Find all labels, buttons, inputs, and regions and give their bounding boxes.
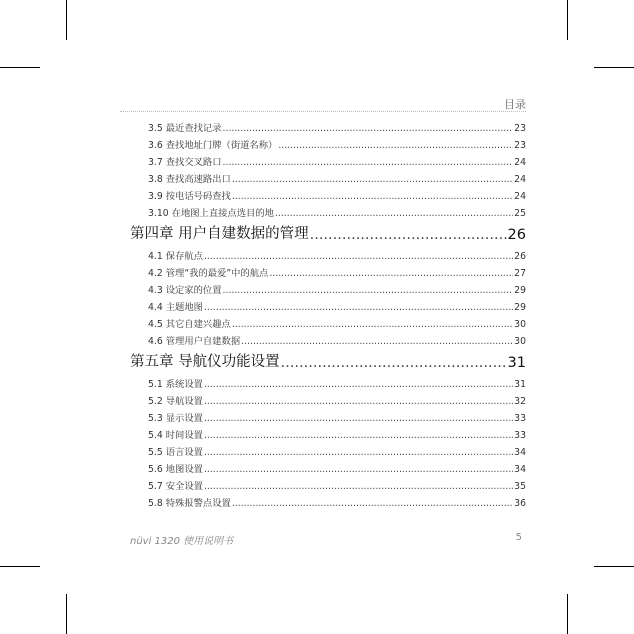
toc-entry[interactable] (130, 117, 526, 134)
toc-page-number: 33 (514, 413, 526, 424)
crop-mark (594, 566, 634, 567)
header-divider (120, 111, 526, 112)
toc-entry[interactable] (130, 330, 526, 347)
dot-leader (281, 355, 507, 371)
toc-entry[interactable] (130, 407, 526, 424)
toc-page-number: 25 (514, 208, 526, 219)
toc-entry[interactable] (130, 168, 526, 185)
toc-page-number: 32 (514, 396, 526, 407)
crop-mark (567, 594, 568, 634)
crop-mark (66, 0, 67, 40)
toc-entry-title: 5.6 地图设置 (148, 464, 203, 475)
toc-page-number: 29 (514, 285, 526, 296)
toc-entry-title: 4.1 保存航点 (148, 251, 203, 262)
footer-page-number: 5 (515, 532, 522, 543)
dot-leader (278, 140, 513, 151)
toc-entry-title: 3.5 最近查找记录 (148, 123, 222, 134)
dot-leader (204, 430, 513, 441)
dot-leader (204, 302, 513, 313)
toc-entry-title: 3.10 在地图上直接点选目的地 (148, 208, 274, 219)
toc-entry-title: 5.5 语言设置 (148, 447, 203, 458)
toc-entry[interactable] (130, 134, 526, 151)
footer-manual-title: nüvi 1320 使用说明书 (130, 536, 234, 547)
dot-leader (204, 481, 513, 492)
dot-leader (232, 174, 513, 185)
toc-entry[interactable] (130, 279, 526, 296)
toc-entry[interactable] (130, 151, 526, 168)
toc-entry-title: 4.5 其它自建兴趣点 (148, 319, 231, 330)
toc-page-number: 33 (514, 430, 526, 441)
toc-entry-title: 4.6 管理用户自建数据 (148, 336, 241, 347)
toc-entry-title: 5.4 时间设置 (148, 430, 203, 441)
toc-entry-title: 5.3 显示设置 (148, 413, 203, 424)
toc-page-number: 31 (507, 355, 526, 371)
toc-page-number: 36 (514, 498, 526, 509)
toc-page-number: 23 (514, 140, 526, 151)
dot-leader (269, 268, 513, 279)
toc-entry[interactable] (130, 245, 526, 262)
dot-leader (223, 285, 514, 296)
toc-page-number: 26 (514, 251, 526, 262)
toc-entry-title: 第五章 导航仪功能设置 (130, 354, 280, 370)
crop-mark (66, 594, 67, 634)
dot-leader (204, 379, 513, 390)
toc-entry-title: 5.7 安全设置 (148, 481, 203, 492)
toc-entry[interactable] (130, 202, 526, 219)
dot-leader (223, 123, 514, 134)
toc-entry[interactable] (130, 475, 526, 492)
toc-entry[interactable] (130, 185, 526, 202)
toc-page-number: 27 (514, 268, 526, 279)
toc-entry-title: 4.4 主题地图 (148, 302, 203, 313)
toc-chapter[interactable] (130, 220, 526, 243)
dot-leader (232, 191, 513, 202)
toc-entry-title: 3.9 按电话号码查找 (148, 191, 231, 202)
toc-page-number: 31 (514, 379, 526, 390)
section-header: 目录 (504, 98, 526, 111)
toc-page-number: 26 (507, 227, 526, 243)
toc-page-number: 34 (514, 464, 526, 475)
toc-entry[interactable] (130, 390, 526, 407)
toc-entry[interactable] (130, 296, 526, 313)
toc-entry-title: 4.3 设定家的位置 (148, 285, 222, 296)
toc-entry-title: 3.6 查找地址门牌（街道名称） (148, 140, 278, 151)
toc-page-number: 29 (514, 302, 526, 313)
toc-entry[interactable] (130, 424, 526, 441)
toc-entry[interactable] (130, 441, 526, 458)
toc-entry[interactable] (130, 373, 526, 390)
toc-page-number: 34 (514, 447, 526, 458)
dot-leader (310, 227, 507, 243)
crop-mark (594, 67, 634, 68)
toc-entry-title: 3.8 查找高速路出口 (148, 174, 231, 185)
toc-entry[interactable] (130, 458, 526, 475)
dot-leader (204, 251, 513, 262)
dot-leader (223, 157, 514, 168)
toc-chapter[interactable] (130, 348, 526, 371)
crop-mark (0, 67, 40, 68)
toc-entry[interactable] (130, 262, 526, 279)
toc-page-number: 35 (514, 481, 526, 492)
toc-page-number: 24 (514, 174, 526, 185)
toc-page-number: 24 (514, 191, 526, 202)
toc-entry-title: 3.7 查找交叉路口 (148, 157, 222, 168)
dot-leader (232, 319, 513, 330)
dot-leader (232, 498, 513, 509)
toc-entry[interactable] (130, 492, 526, 509)
toc-page-number: 24 (514, 157, 526, 168)
toc-page-number: 30 (514, 319, 526, 330)
toc-entry-title: 4.2 管理“我的最爱”中的航点 (148, 268, 269, 279)
toc-entry-title: 第四章 用户自建数据的管理 (130, 226, 309, 242)
toc-page-number: 23 (514, 123, 526, 134)
toc-entry-title: 5.8 特殊报警点设置 (148, 498, 231, 509)
dot-leader (204, 396, 513, 407)
dot-leader (275, 208, 513, 219)
crop-mark (567, 0, 568, 40)
dot-leader (241, 336, 513, 347)
table-of-contents (130, 117, 526, 509)
dot-leader (204, 447, 513, 458)
dot-leader (204, 413, 513, 424)
toc-entry[interactable] (130, 313, 526, 330)
crop-mark (0, 566, 40, 567)
toc-entry-title: 5.1 系统设置 (148, 379, 203, 390)
toc-entry-title: 5.2 导航设置 (148, 396, 203, 407)
dot-leader (204, 464, 513, 475)
toc-page-number: 30 (514, 336, 526, 347)
